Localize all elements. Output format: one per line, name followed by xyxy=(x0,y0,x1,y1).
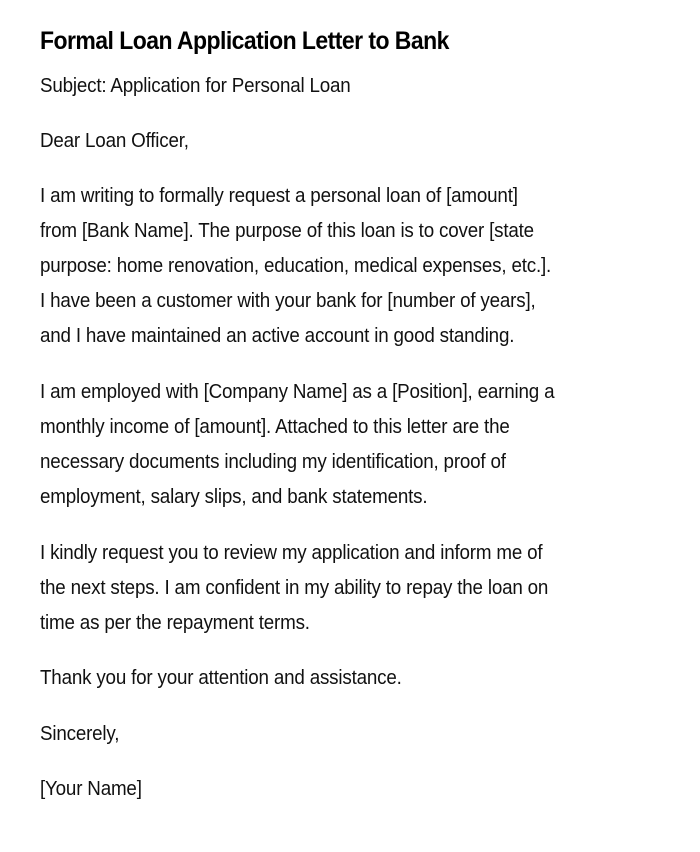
paragraph-line: the next steps. I am confident in my ability to repay the loan on xyxy=(40,577,549,599)
paragraph-line: I am employed with [Company Name] as a [Position], earning a xyxy=(40,381,555,403)
salutation: Dear Loan Officer, xyxy=(40,130,189,152)
paragraph-line: and I have maintained an active account in good standing. xyxy=(40,325,515,347)
paragraph-line: I have been a customer with your bank for [number of years], xyxy=(40,290,536,312)
paragraph-line: employment, salary slips, and bank statements. xyxy=(40,486,428,508)
paragraph-line: time as per the repayment terms. xyxy=(40,612,310,634)
paragraph-employment xyxy=(40,375,554,515)
paragraph-line: from [Bank Name]. The purpose of this loan is to cover [state xyxy=(40,220,534,242)
paragraph-line: purpose: home renovation, education, medical expenses, etc.]. xyxy=(40,255,552,277)
closing: Sincerely, xyxy=(40,723,120,745)
paragraph-line: necessary documents including my identification, proof of xyxy=(40,451,506,473)
paragraph-line: monthly income of [amount]. Attached to this letter are the xyxy=(40,416,510,438)
thanks-line: Thank you for your attention and assistance. xyxy=(40,667,402,689)
paragraph-line: I am writing to formally request a personal loan of [amount] xyxy=(40,185,518,207)
document-title: Formal Loan Application Letter to Bank xyxy=(40,27,449,55)
paragraph-line: I kindly request you to review my application and inform me of xyxy=(40,542,543,564)
signature: [Your Name] xyxy=(40,778,142,800)
subject-line: Subject: Application for Personal Loan xyxy=(40,75,351,97)
paragraph-request-review xyxy=(40,536,548,641)
paragraph-loan-request xyxy=(40,179,551,354)
